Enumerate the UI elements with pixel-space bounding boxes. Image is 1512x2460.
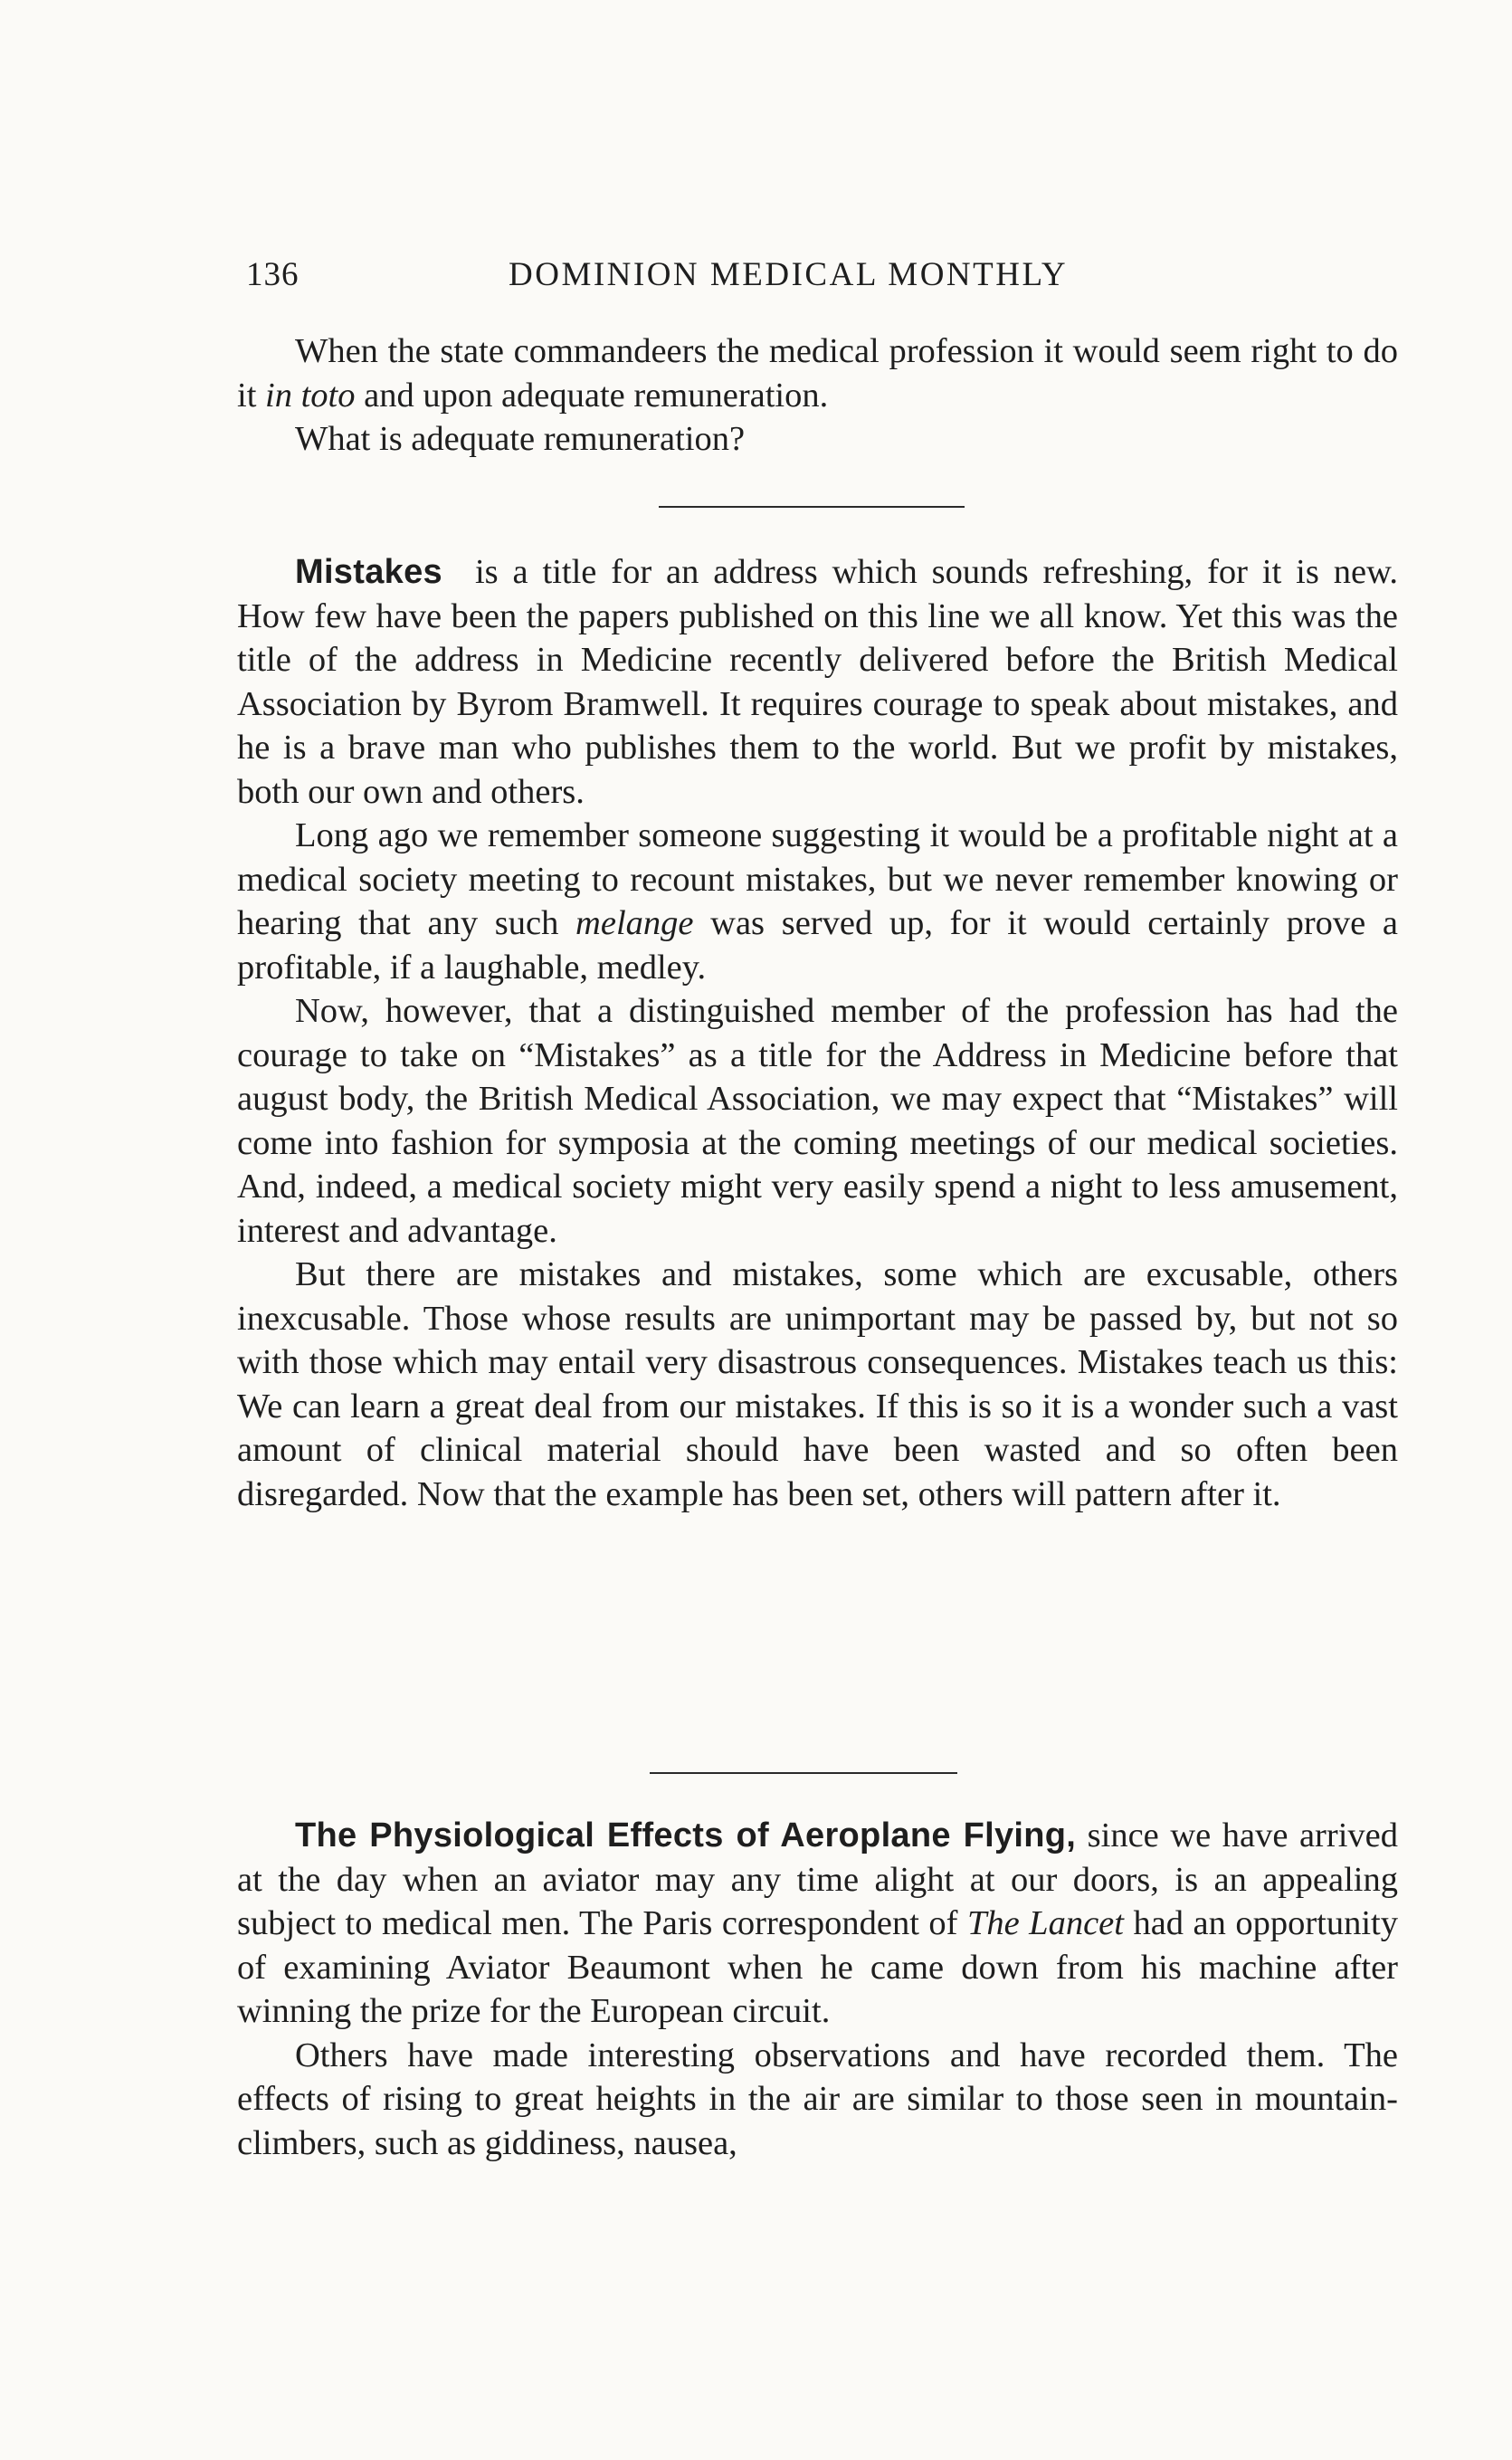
section-remuneration: [237, 329, 1398, 462]
paragraph: Mistakes is a title for an address which sounds refreshing, for it is new. How few have been the papers published on this line we all know. Yet this was the title of the address in Medicine recently delivered before the British Medical Association by Byrom Bramwell. It requires courage to speak about mistakes, and he is a brave man who publishes them to the world. But we profit by mistakes, both our own and others.: [237, 553, 1398, 811]
section-aeroplane: [237, 1814, 1398, 2165]
section-mistakes: [237, 550, 1398, 1516]
paragraph: Now, however, that a distinguished member of the profession has had the courage to take on “Mistakes” as a title for the Address in Medicine before that august body, the British Medical Association, we may expect that “Mistakes” will come into fashion for symposia at the coming meetings of our medical societies. And, indeed, a medical society might very easily spend a night to less amusement, interest and advantage.: [237, 992, 1398, 1250]
page-header: [246, 255, 1160, 300]
paragraph: The Physiological Effects of Aeroplane Flying, since we have arrived at the day when an aviator may any time alight at our doors, is an appealing subject to medical men. The Paris correspondent of The Lancet had an opportunity of examining Aviator Beaumont when he came down from his machine after winning the prize for the European circuit.: [237, 1816, 1399, 2030]
paragraph: When the state commandeers the medical profession it would seem right to do it in toto and upon adequate remuneration.: [237, 332, 1398, 415]
section-divider: [650, 1772, 957, 1774]
page-number: 136: [246, 256, 300, 293]
paragraph: What is adequate remuneration?: [295, 420, 746, 458]
paragraph: Long ago we remember someone suggesting it would be a profitable night at a medical society meeting to recount mistakes, but we never remember knowing or hearing that any such melange was served up, for it would certainly prove a profitable, if a laughable, medley.: [237, 816, 1398, 987]
paragraph: Others have made interesting observations and have recorded them. The effects of rising to great heights in the air are similar to those seen in mountain-climbers, such as giddiness, nausea,: [237, 2036, 1398, 2162]
section-heading-aeroplane: The Physiological Effects of Aeroplane Flying,: [295, 1816, 1077, 1855]
paragraph: But there are mistakes and mistakes, some which are excusable, others inexcusable. Those whose results are unimportant may be passed by, but not so with those which may entail very disastrous consequences. Mistakes teach us this: We can learn a great deal from our mistakes. If this is so it is a wonder such a vast amount of clinical material should have been wasted and so often been disregarded. Now that the example has been set, others will pattern after it.: [237, 1255, 1398, 1513]
running-head: DOMINION MEDICAL MONTHLY: [509, 256, 1069, 293]
section-heading-mistakes: Mistakes: [295, 553, 442, 591]
section-divider: [659, 506, 965, 508]
